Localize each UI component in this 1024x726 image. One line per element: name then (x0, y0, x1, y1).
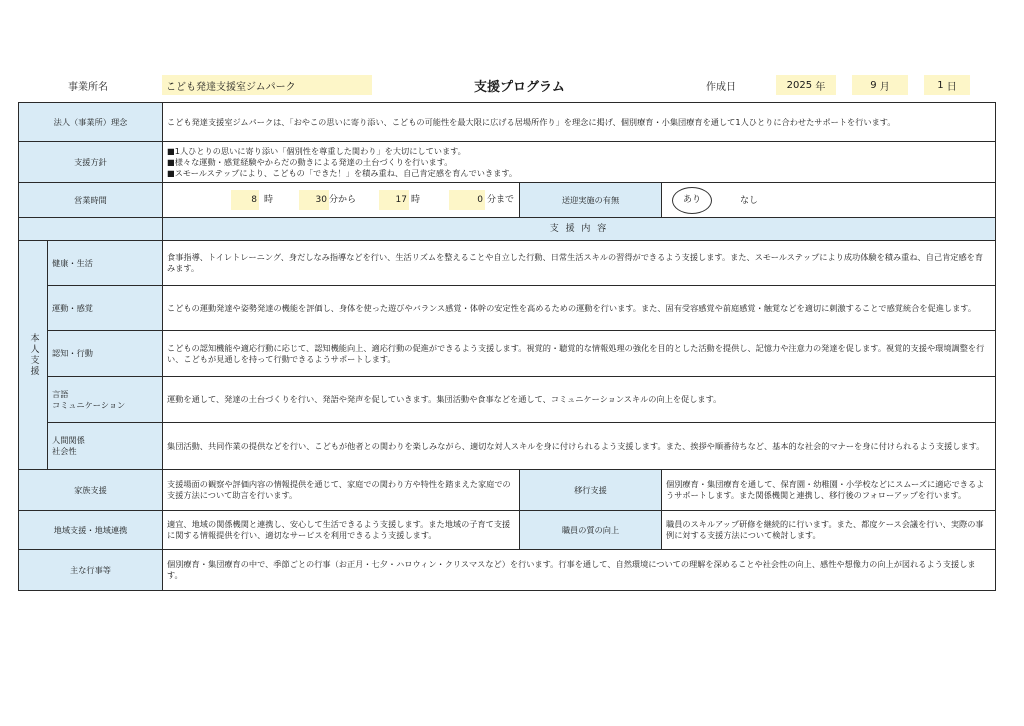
day-unit: 日 (946, 81, 957, 93)
support-row-text-3 (162, 330, 996, 377)
transport-label: 送迎実施の有無 (519, 182, 662, 218)
staff-quality-text-content: 職員のスキルアップ研修を継続的に行います。また、都度ケース会議を行い、実際の事例に対する支援方法について検討します。 (666, 519, 984, 540)
policy-text (162, 141, 996, 183)
support-row-text-1 (162, 240, 996, 286)
support-header: 支 援 内 容 (162, 217, 996, 241)
transport-cell (661, 182, 996, 218)
support-row-text-5 (162, 422, 996, 470)
support-row-text-2-content: こどもの運動発達や姿勢発達の機能を評価し、身体を使った遊びやバランス感覚・体幹の安定性を高めるための運動を行います。また、固有受容感覚や前庭感覚・触覚などを適切に刺激することで感覚統合を促進します。 (167, 302, 977, 313)
transition-support-text-content: 個別療育・集団療育を通して、保育園・幼稚園・小学校などにスムーズに適応できるようサポートします。また関係機関と連携し、移行後のフォローアップを行います。 (666, 479, 985, 500)
community-support-text (162, 510, 520, 550)
transport-no: なし (740, 195, 759, 206)
created-month (852, 75, 908, 95)
office-name-label: 事業所名 (68, 81, 108, 93)
staff-quality-label: 職員の質の向上 (519, 510, 662, 550)
hours-cell (162, 182, 520, 218)
community-support-label: 地域支援・地域連携 (18, 510, 163, 550)
philosophy-label: 法人（事業所）理念 (18, 102, 163, 142)
hours-label: 営業時間 (18, 182, 163, 218)
transport-yes-circled: あり (672, 187, 712, 214)
month-unit: 月 (879, 81, 890, 93)
self-support-label (18, 240, 48, 470)
policy-line-1: ■1人ひとりの思いに寄り添い「個別性を尊重した関わり」を大切にしています。 (167, 145, 466, 156)
day-value: 1 (937, 79, 944, 91)
community-support-text-content: 適宜、地域の関係機関と連携し、安心して生活できるよう支援します。また地域の子育て支援に関する情報提供を行い、適切なサービスを利用できるよう支援します。 (167, 519, 511, 540)
philosophy-text-content: こども発達支援室ジムパークは、「おやこの思いに寄り添い、こどもの可能性を最大限に広げる居場所作り」を理念に掲げ、個別療育・小集団療育を通して1人ひとりに合わせたサポートを行います。 (167, 116, 896, 127)
support-row-text-1-content: 食事指導、トイレトレーニング、身だしなみ指導などを行い、生活リズムを整えることや自立した行動、日常生活スキルの習得ができるよう支援します。また、スモールステップにより成功体験を積み重ね、自己肯定感を育みます。 (167, 252, 984, 273)
support-row-label-1: 健康・生活 (47, 240, 163, 286)
transition-support-text (661, 469, 996, 511)
support-row-label-5: 人間関係 社会性 (47, 422, 163, 470)
until-text: 分まで (487, 194, 515, 205)
end-hour-unit: 時 (411, 194, 421, 205)
page-title: 支援プログラム (474, 79, 565, 95)
start-hour: 8 (231, 190, 259, 210)
policy-line-2: ■様々な運動・感覚経験やからだの動きによる発達の土台づくりを行います。 (167, 156, 453, 167)
family-support-text (162, 469, 520, 511)
support-row-label-4: 言語 コミュニケーション (47, 376, 163, 423)
staff-quality-text (661, 510, 996, 550)
support-row-text-3-content: こどもの認知機能や適応行動に応じて、認知機能向上、適応行動の促進ができるよう支援します。視覚的・聴覚的な情報処理の強化を目的とした活動を提供し、記憶力や注意力の発達を促します。視覚的支援や環境調整を行い、こどもが見通しを持って行動できるようサポートします。 (167, 342, 985, 364)
support-row-text-5-content: 集団活動、共同作業の提供などを行い、こどもが他者との関わりを楽しみながら、適切な対人スキルを身に付けられるよう支援します。また、挨拶や順番待ちなど、基本的な社会的マナーを身に付けられるよう支援します。 (167, 440, 985, 451)
created-date-label: 作成日 (706, 81, 736, 93)
family-support-text-content: 支援場面の観察や評価内容の情報提供を通じて、家庭での関わり方や特性を踏まえた家庭での支援方法について助言を行います。 (167, 479, 511, 500)
policy-line-3: ■スモールステップにより、こどもの「できた！」を積み重ね、自己肯定感を育んでいきます。 (167, 167, 518, 178)
transition-support-label: 移行支援 (519, 469, 662, 511)
from-text: 分から (329, 194, 357, 205)
month-value: 9 (870, 79, 877, 91)
support-row-text-4-content: 運動を通して、発達の土台づくりを行い、発語や発声を促していきます。集団活動や食事などを通して、コミュニケーションスキルの向上を促します。 (167, 394, 722, 404)
support-row-text-2 (162, 285, 996, 331)
created-day (924, 75, 970, 95)
year-value: 2025 (786, 79, 813, 91)
start-hour-unit: 時 (264, 194, 274, 205)
philosophy-text (162, 102, 996, 142)
events-label: 主な行事等 (18, 549, 163, 591)
support-row-label-3: 認知・行動 (47, 330, 163, 377)
support-row-label-2: 運動・感覚 (47, 285, 163, 331)
year-unit: 年 (815, 81, 826, 93)
events-text-content: 個別療育・集団療育の中で、季節ごとの行事（お正月・七夕・ハロウィン・クリスマスなど）を行います。行事を通して、自然環境についての理解を深めることや社会性の向上、感性や想像力の向上が図れるよう支援します。 (167, 559, 976, 580)
self-support-text: 本人支援 (28, 333, 39, 377)
support-header-blank (18, 217, 163, 241)
end-minute: 0 (449, 190, 485, 210)
start-minute: 30 (299, 190, 329, 210)
events-text (162, 549, 996, 591)
family-support-label: 家族支援 (18, 469, 163, 511)
created-year (776, 75, 836, 95)
office-name-value: こども発達支援室ジムパーク (162, 75, 372, 95)
support-row-text-4 (162, 376, 996, 423)
end-hour: 17 (379, 190, 409, 210)
policy-label: 支援方針 (18, 141, 163, 183)
